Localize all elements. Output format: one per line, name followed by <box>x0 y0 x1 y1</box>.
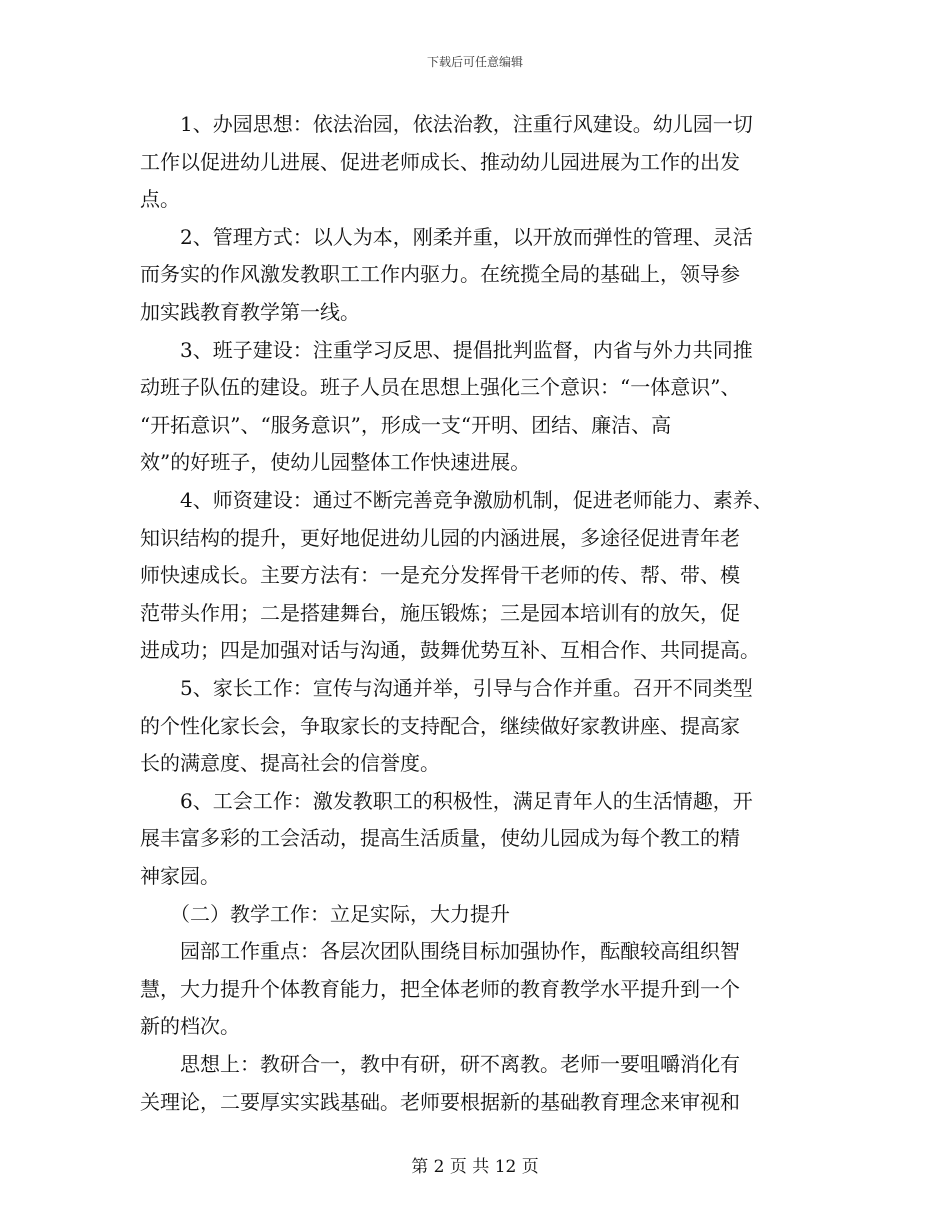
text-line: 3、班子建设：注重学习反思、提倡批判监督，内省与外力共同推 <box>140 337 753 362</box>
text-line: 关理论，二要厚实实践基础。老师要根据新的基础教育理念来审视和 <box>140 1089 740 1114</box>
text-line: 神家园。 <box>140 864 220 888</box>
page-header: 下载后可任意编辑 <box>426 55 523 69</box>
text-line: 慧，大力提升个体教育能力，把全体老师的教育教学水平提升到一个 <box>140 976 740 1001</box>
text-line: 的个性化家长会，争取家长的支持配合，继续做好家教讲座、提高家 <box>140 713 740 738</box>
text-line: 加实践教育教学第一线。 <box>140 300 360 324</box>
page-footer: 第 2 页 共 12 页 <box>411 1157 539 1177</box>
text-line: 而务实的作风激发教职工工作内驱力。在统揽全局的基础上，领导参 <box>140 262 740 287</box>
text-line: 范带头作用；二是搭建舞台，施压锻炼；三是园本培训有的放矢，促 <box>140 600 740 625</box>
text-line: 4、师资建设：通过不断完善竞争激励机制，促进老师能力、素养、 <box>140 488 773 512</box>
text-line: 展丰富多彩的工会活动，提高生活质量，使幼儿园成为每个教工的精 <box>140 826 740 851</box>
text-line: 动班子队伍的建设。班子人员在思想上强化三个意识：“一体意识”、 <box>140 375 741 400</box>
text-line: 6、工会工作：激发教职工的积极性，满足青年人的生活情趣，开 <box>140 788 753 813</box>
text-line: 园部工作重点：各层次团队围绕目标加强协作，酝酿较高组织智 <box>140 939 740 964</box>
text-line: 工作以促进幼儿进展、促进老师成长、推动幼儿园进展为工作的出发 <box>140 149 740 174</box>
text-line: 2、管理方式：以人为本，刚柔并重，以开放而弹性的管理、灵活 <box>140 224 753 249</box>
text-line: 进成功；四是加强对话与沟通，鼓舞优势互补、互相合作、共同提高。 <box>140 638 760 663</box>
text-line: 知识结构的提升，更好地促进幼儿园的内涵进展，多途径促进青年老 <box>140 525 740 550</box>
text-line: 思想上：教研合一，教中有研，研不离教。老师一要咀嚼消化有 <box>140 1052 740 1076</box>
text-line: 师快速成长。主要方法有：一是充分发挥骨干老师的传、帮、带、模 <box>140 563 740 588</box>
text-line: 效”的好班子，使幼儿园整体工作快速进展。 <box>140 450 531 475</box>
text-line: （二）教学工作：立足实际，大力提升 <box>140 901 510 926</box>
text-line: 点。 <box>140 187 180 212</box>
text-line: 长的满意度、提高社会的信誉度。 <box>140 751 440 776</box>
text-line: 新的档次。 <box>140 1014 240 1039</box>
text-line: 5、家长工作：宣传与沟通并举，引导与合作并重。召开不同类型 <box>140 676 753 700</box>
text-line: “开拓意识”、“服务意识”，形成一支“开明、团结、廉洁、高 <box>140 412 672 437</box>
text-line: 1、办园思想：依法治园，依法治教，注重行风建设。幼儿园一切 <box>140 112 753 136</box>
